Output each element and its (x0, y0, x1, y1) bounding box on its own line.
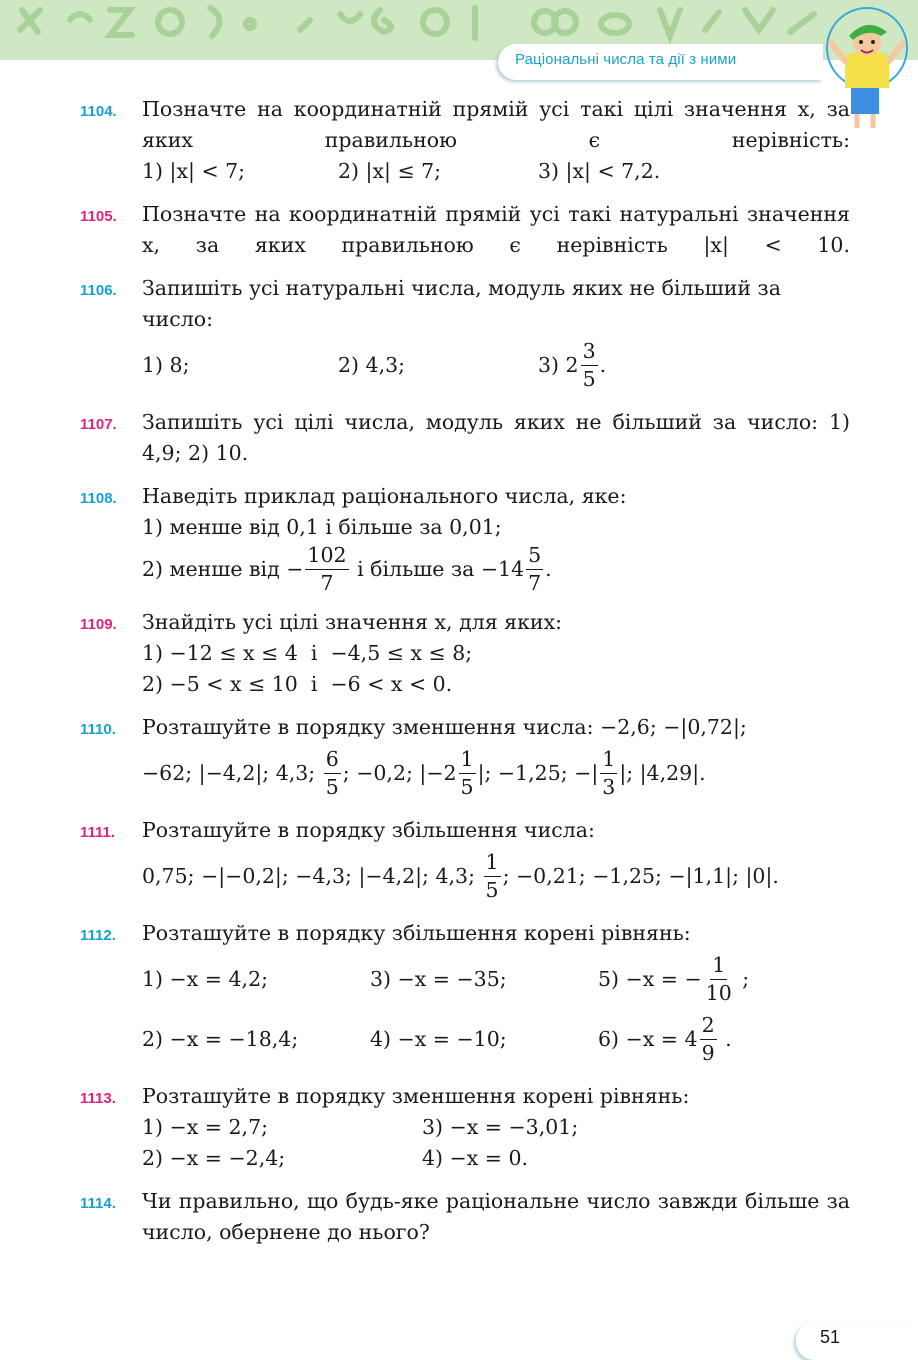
exercise-number: 1114. (80, 1195, 116, 1212)
section-title: Раціональні числа та дії з ними (515, 51, 737, 68)
decorative-numbers-strip (0, 0, 840, 48)
exercise-number: 1104. (80, 103, 117, 120)
denominator: 5 (460, 774, 474, 799)
numerator: 6 (324, 749, 341, 774)
item: 2) −5 < x ≤ 10 і −6 < x < 0. (142, 672, 453, 696)
item: 3) −x = −3,01; (422, 1115, 579, 1139)
fraction (459, 749, 476, 797)
exercise-text: Розташуйте в порядку збільшення корені рівнянь: (142, 921, 691, 945)
item: 2) −x = −2,4; (142, 1146, 286, 1170)
item: 1) 8; (142, 352, 190, 377)
item: −62; |−4,2|; 4,3; (142, 760, 322, 785)
item: |; |4,29|. (619, 760, 706, 785)
exercise-number: 1106. (80, 282, 117, 299)
fraction (581, 341, 598, 389)
fraction (305, 545, 348, 593)
exercise-number: 1111. (80, 824, 116, 841)
item: і більше за −14 (350, 556, 525, 581)
exercise-number: 1108. (80, 490, 117, 507)
fraction (484, 852, 501, 900)
punct: ; (735, 966, 750, 991)
item: 5) −x = − (598, 966, 702, 991)
item: 3) −x = −35; (370, 966, 507, 991)
fraction (324, 749, 341, 797)
page-number: 51 (820, 1327, 841, 1347)
exercise-number: 1105. (80, 208, 117, 225)
exercise-text: Запишіть усі цілі числа, модуль яких не більший за число: 1) 4,9; 2) 10. (142, 410, 850, 465)
fraction (526, 545, 543, 593)
punct: . (545, 556, 552, 581)
exercise-1108 (80, 481, 850, 595)
denominator: 5 (325, 774, 339, 799)
exercise-list (80, 94, 850, 1260)
exercise-number: 1107. (80, 416, 117, 433)
item: 1) −x = 2,7; (142, 1115, 269, 1139)
exercise-text: Розташуйте в порядку збільшення числа: (142, 818, 595, 842)
exercise-text: Знайдіть усі цілі значення x, для яких: (142, 610, 563, 634)
denominator: 7 (320, 570, 334, 595)
exercise-1111 (80, 815, 850, 906)
item: 6) −x = 4 (598, 1026, 698, 1051)
item: 2) −x = −18,4; (142, 1026, 299, 1051)
denominator: 5 (582, 366, 596, 391)
exercise-text: Розташуйте в порядку зменшення числа: −2,6; −|0,72|; (142, 715, 747, 739)
numerator: 1 (600, 749, 617, 774)
exercise-text: Розташуйте в порядку зменшення корені рівнянь: (142, 1084, 690, 1108)
item: 4) −x = 0. (422, 1146, 529, 1170)
exercise-1107 (80, 407, 850, 469)
fraction (700, 1015, 717, 1063)
exercise-text: Позначте на координатній прямій усі такі натуральні значення x, за яких правильною є нерівність |x| < 10. (142, 202, 850, 257)
exercise-number: 1112. (80, 927, 116, 944)
exercise-number: 1109. (80, 616, 117, 633)
numerator: 1 (459, 749, 476, 774)
exercise-text: Чи правильно, що будь-яке раціональне число завжди більше за число, обернене до нього? (142, 1189, 850, 1244)
exercise-1112 (80, 918, 850, 1069)
numerator: 2 (700, 1015, 717, 1040)
page-number-tab (796, 1322, 918, 1360)
numerator: 3 (581, 341, 598, 366)
exercise-number: 1113. (80, 1090, 116, 1107)
fraction (600, 749, 617, 797)
exercise-text: Наведіть приклад раціонального числа, яке: (142, 484, 627, 508)
item: 1) −12 ≤ x ≤ 4 і −4,5 ≤ x ≤ 8; (142, 641, 473, 665)
exercise-text: Позначте на координатній прямій усі такі цілі значення x, за яких правильною є нерівність: (142, 97, 850, 152)
item: ; −0,21; −1,25; −|1,1|; |0|. (502, 863, 779, 888)
exercise-1114 (80, 1186, 850, 1248)
numerator: 1 (710, 955, 727, 980)
exercise-1105 (80, 199, 850, 261)
exercise-1104 (80, 94, 850, 187)
denominator: 10 (705, 980, 732, 1005)
denominator: 3 (602, 774, 616, 799)
numerator: 1 (484, 852, 501, 877)
item: 1) |x| < 7; (142, 159, 246, 183)
denominator: 9 (701, 1040, 715, 1065)
item: 2) 4,3; (338, 352, 406, 377)
exercise-1113 (80, 1081, 850, 1174)
punct: . (599, 352, 607, 377)
item: 4) −x = −10; (370, 1026, 507, 1051)
denominator: 7 (528, 570, 542, 595)
punct: . (718, 1026, 732, 1051)
item: 3) |x| < 7,2. (538, 159, 661, 183)
denominator: 5 (485, 877, 499, 902)
exercise-1109 (80, 607, 850, 700)
item: 1) менше від 0,1 і більше за 0,01; (142, 515, 502, 539)
item: 2) |x| ≤ 7; (338, 159, 442, 183)
numerator: 5 (526, 545, 543, 570)
item: |; −1,25; −| (477, 760, 599, 785)
fraction (704, 955, 734, 1003)
item: 3) 2 (538, 352, 579, 377)
exercise-text: Запишіть усі натуральні числа, модуль яких не більший за число: (142, 276, 781, 331)
numerator: 102 (305, 545, 348, 570)
item: 1) −x = 4,2; (142, 966, 269, 991)
exercise-1106 (80, 273, 850, 395)
item: 0,75; −|−0,2|; −4,3; |−4,2|; 4,3; (142, 863, 482, 888)
item: 2) менше від − (142, 556, 304, 581)
exercise-1110 (80, 712, 850, 803)
exercise-number: 1110. (80, 721, 116, 738)
item: ; −0,2; |−2 (342, 760, 457, 785)
